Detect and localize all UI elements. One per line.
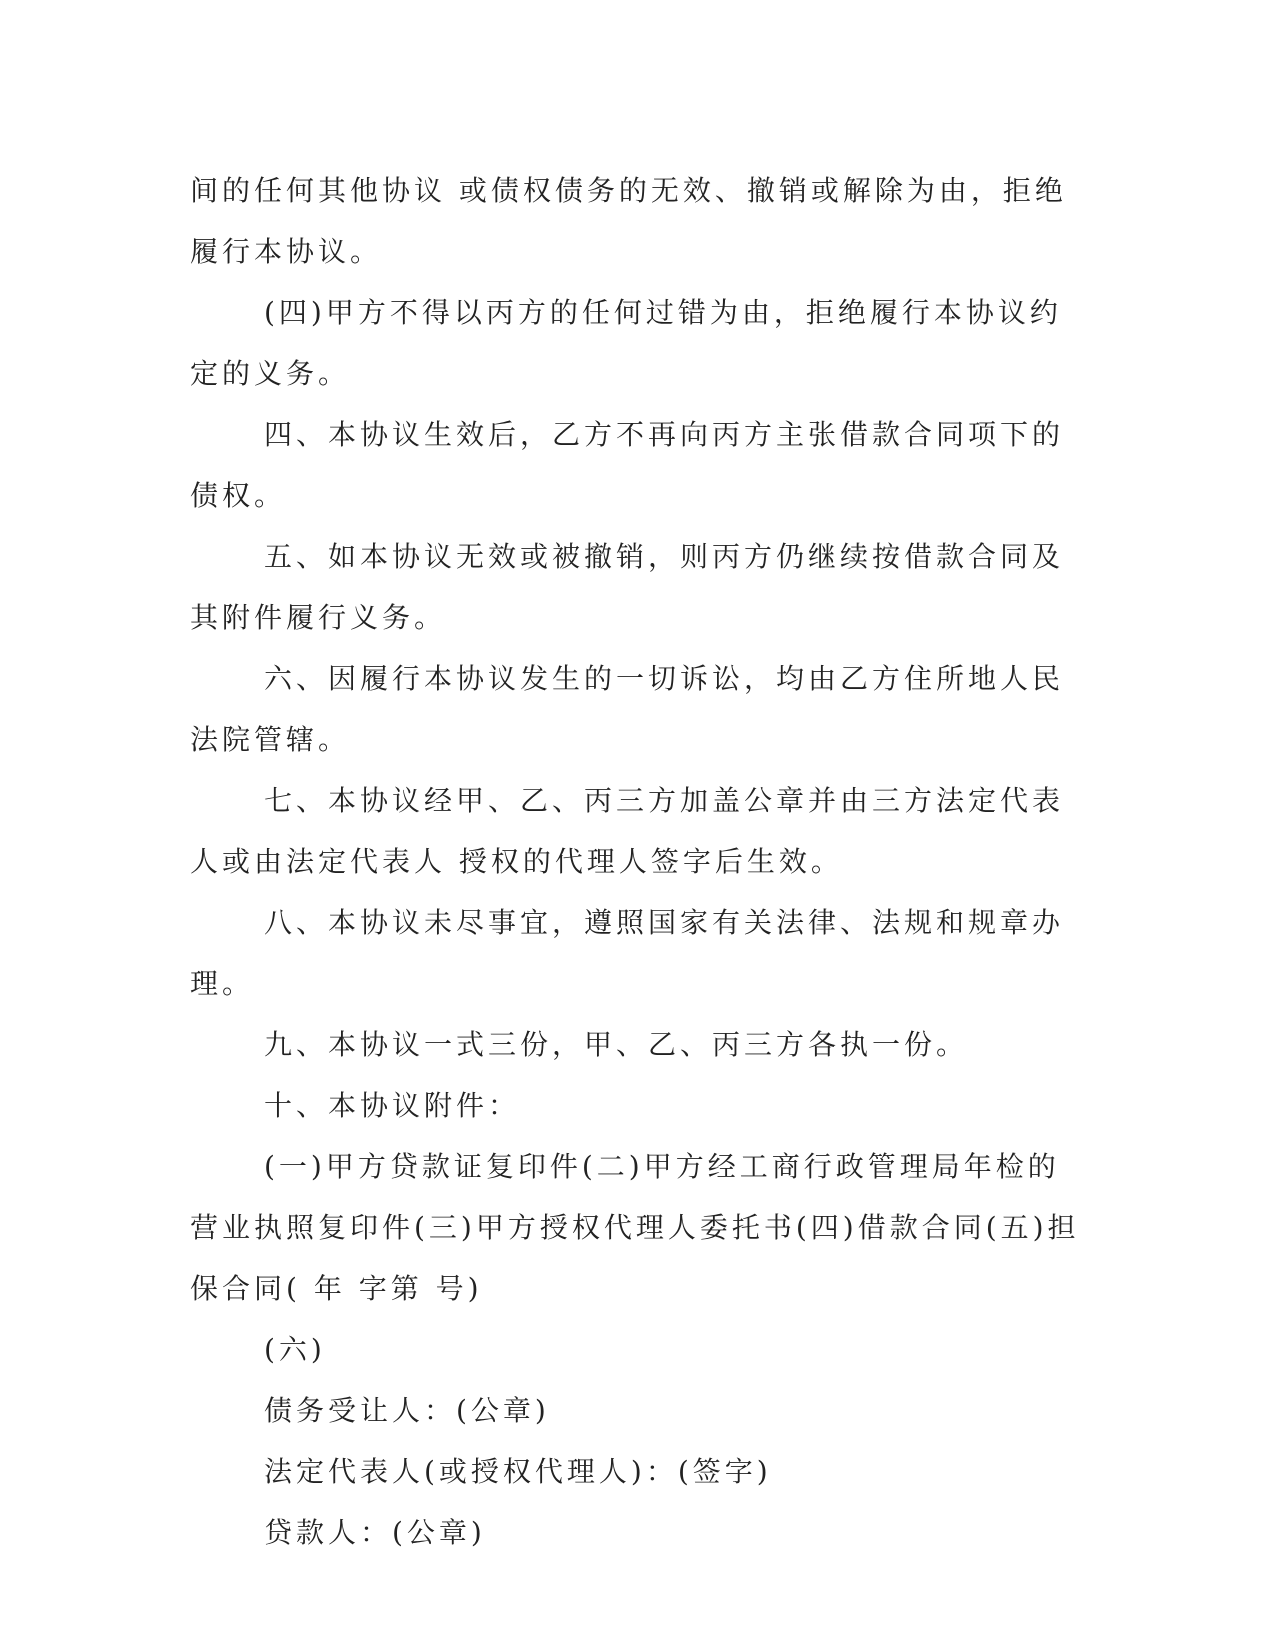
paragraph-clause-4: 四、本协议生效后，乙方不再向丙方主张借款合同项下的债权。 [190,418,1065,512]
paragraph-clause-7: 七、本协议经甲、乙、丙三方加盖公章并由三方法定代表人或由法定代表人 授权的代理人签字后生效。 [190,784,1065,878]
paragraph-attachments-list: (一)甲方贷款证复印件(二)甲方经工商行政管理局年检的营业执照复印件(三)甲方授权代理人委托书(四)借款合同(五)担保合同( 年 字第 号) [190,1150,1080,1305]
paragraph-clause-8: 八、本协议未尽事宜，遵照国家有关法律、法规和规章办理。 [190,906,1065,1000]
paragraph-attachment-6: (六) [264,1333,326,1366]
paragraph-clause-10: 十、本协议附件： [264,1089,521,1122]
paragraph-clause-4-sub: (四)甲方不得以丙方的任何过错为由，拒绝履行本协议约定的义务。 [190,296,1062,390]
document-body [190,160,1090,1563]
paragraph-continuation: 间的任何其他协议 或债权债务的无效、撤销或解除为由，拒绝履行本协议。 [190,174,1067,268]
signature-legal-representative: 法定代表人(或授权代理人)：(签字) [264,1455,772,1488]
signature-lender: 贷款人：(公章) [264,1516,486,1549]
paragraph-clause-9: 九、本协议一式三份，甲、乙、丙三方各执一份。 [264,1028,969,1061]
signature-debt-assignee: 债务受让人：(公章) [264,1394,550,1427]
paragraph-clause-5: 五、如本协议无效或被撤销，则丙方仍继续按借款合同及其附件履行义务。 [190,540,1065,634]
paragraph-clause-6: 六、因履行本协议发生的一切诉讼，均由乙方住所地人民法院管辖。 [190,662,1065,756]
